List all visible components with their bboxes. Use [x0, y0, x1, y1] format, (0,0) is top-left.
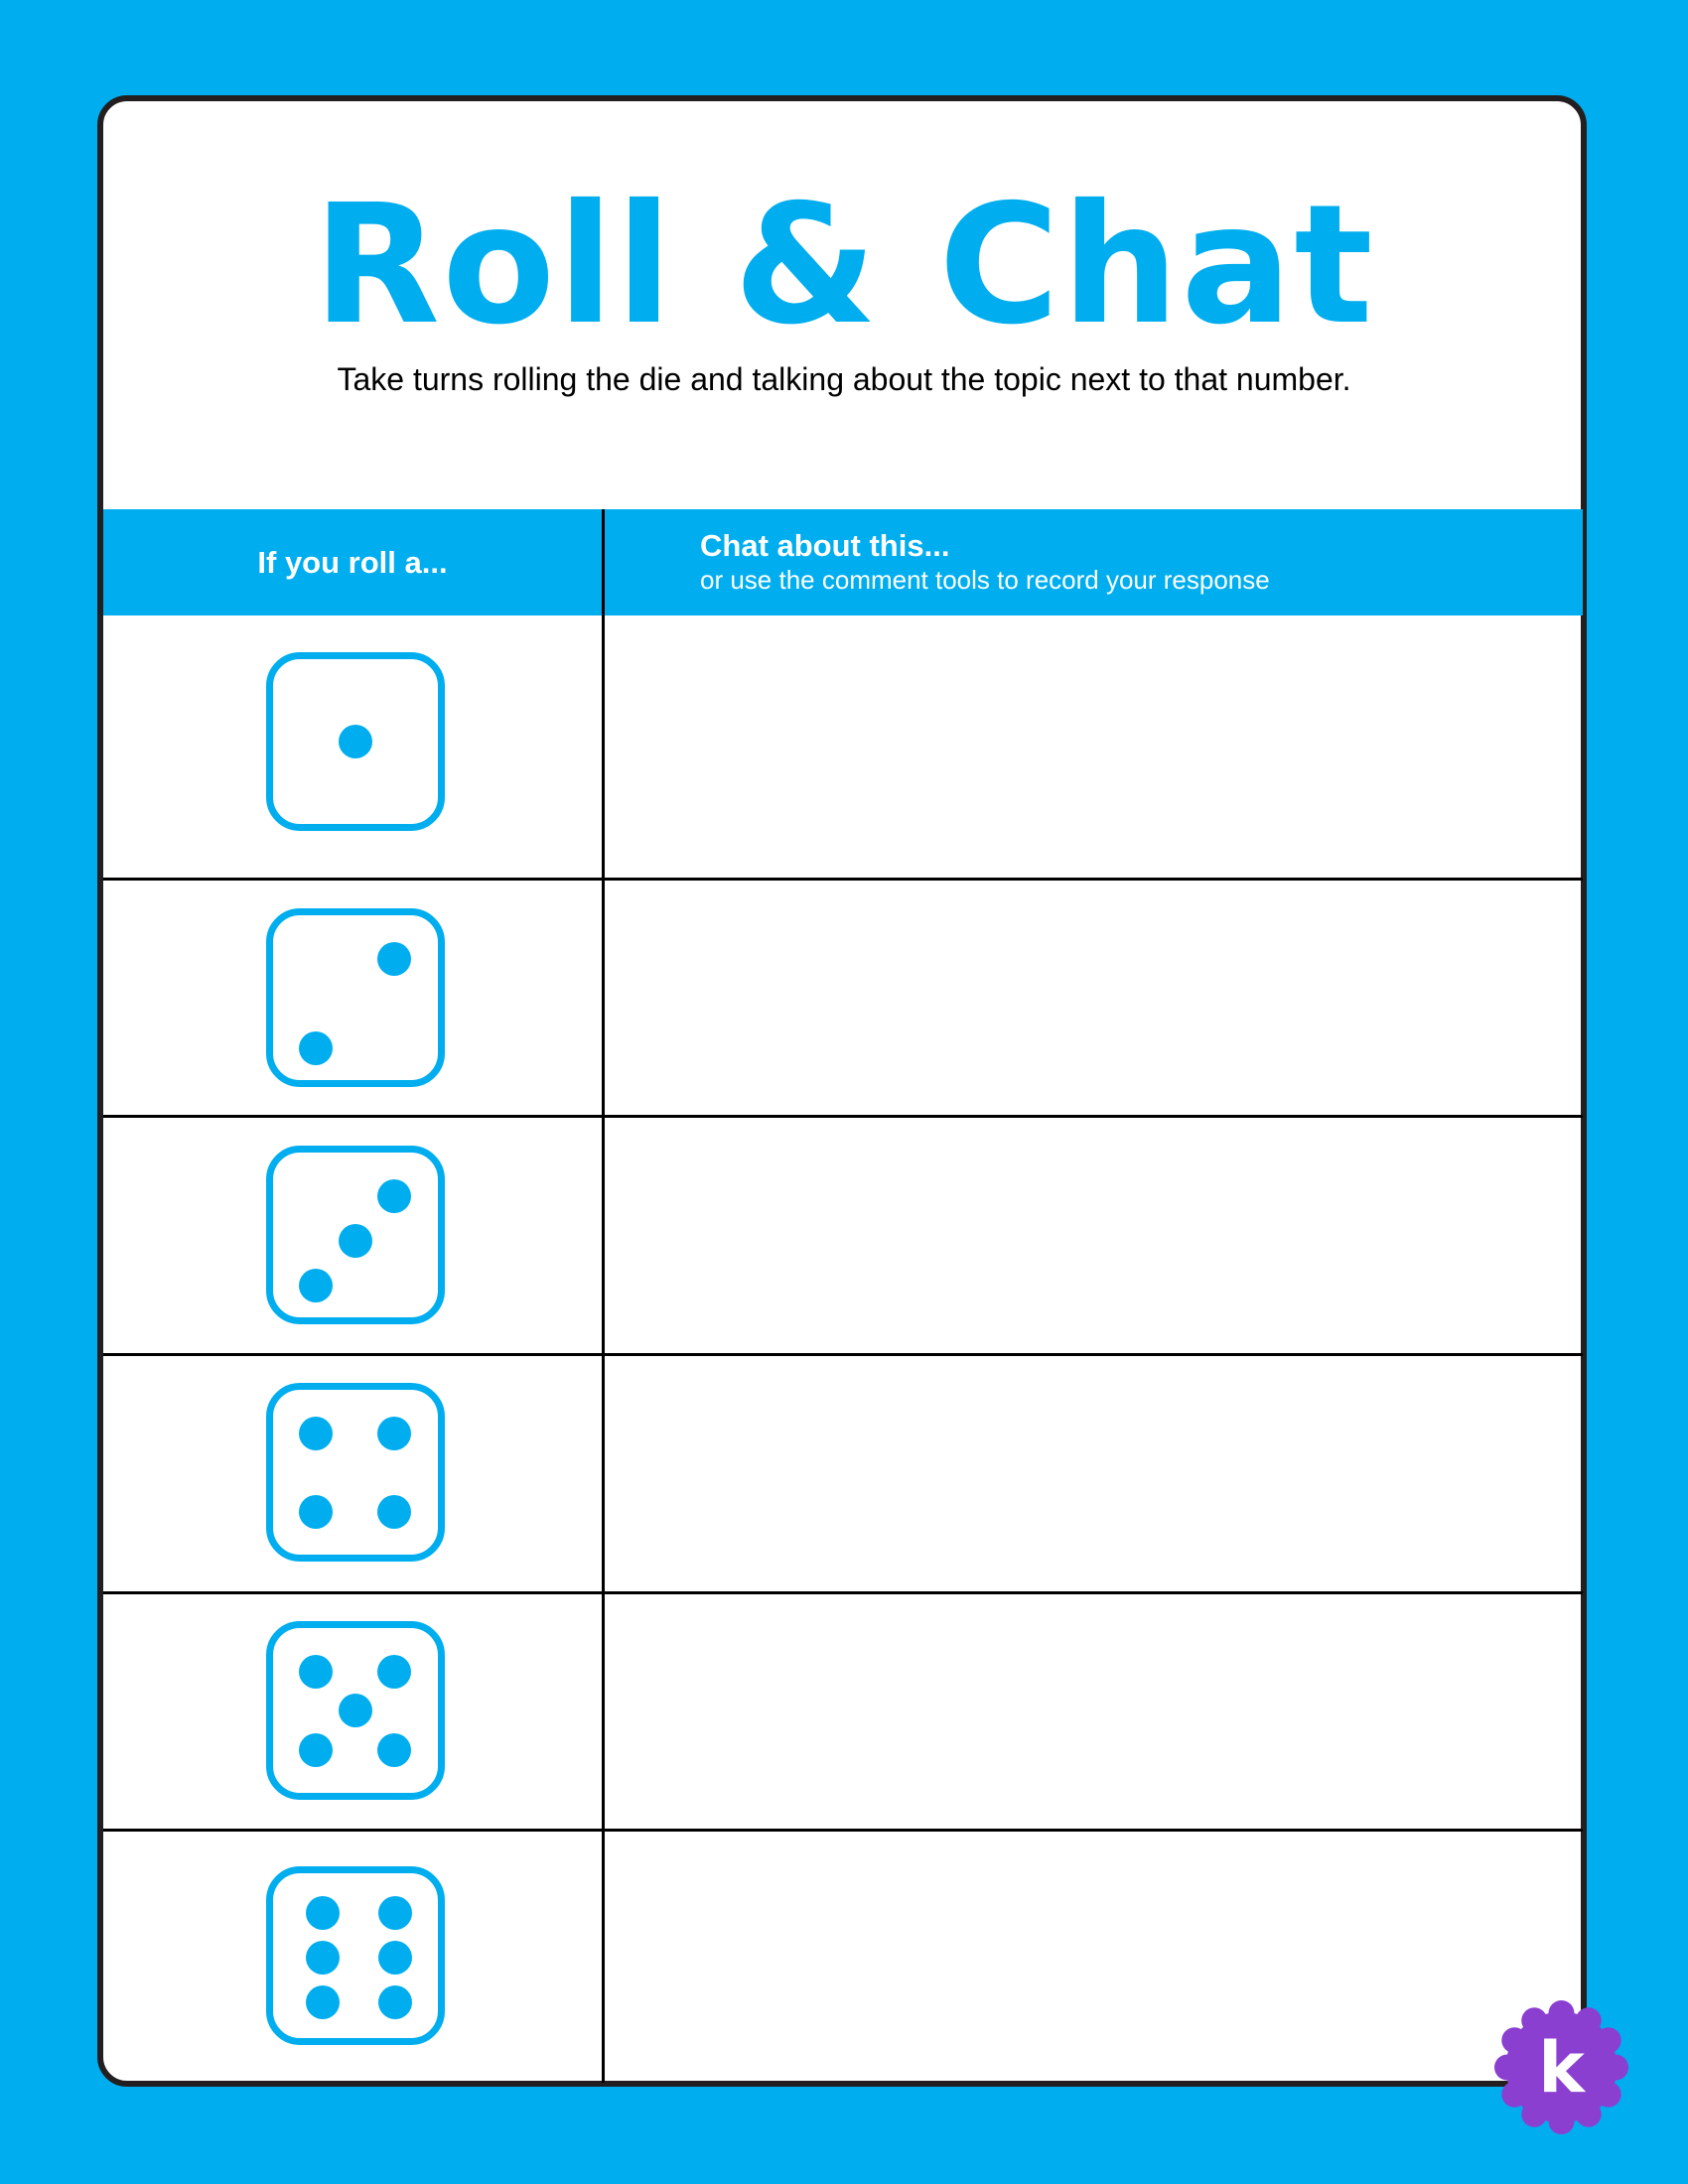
- die-six-icon: [266, 1866, 445, 2045]
- pip: [377, 1655, 411, 1689]
- brand-logo-letter: k: [1538, 2026, 1585, 2109]
- pip: [377, 1733, 411, 1767]
- response-cell-2[interactable]: [605, 881, 1583, 1115]
- pip: [339, 1224, 372, 1258]
- pip: [306, 1985, 340, 2019]
- response-cell-6[interactable]: [605, 1832, 1583, 2083]
- pip: [378, 1941, 412, 1975]
- die-four-icon: [266, 1383, 445, 1562]
- die-five-icon: [266, 1621, 445, 1800]
- response-cell-3[interactable]: [605, 1118, 1583, 1353]
- pip: [306, 1941, 340, 1975]
- response-cell-5[interactable]: [605, 1594, 1583, 1829]
- pip: [377, 1495, 411, 1529]
- response-cell-1[interactable]: [605, 615, 1583, 878]
- pip: [377, 942, 411, 976]
- pip: [339, 1694, 372, 1727]
- die-two-icon: [266, 908, 445, 1087]
- pip: [339, 725, 372, 758]
- column-header-chat: [700, 526, 1270, 594]
- pip: [306, 1896, 340, 1930]
- pip: [299, 1417, 333, 1450]
- column-header-chat-hint: or use the comment tools to record your response: [700, 565, 1270, 595]
- pip: [299, 1031, 333, 1065]
- brand-logo-icon: [1494, 2000, 1628, 2134]
- instructions-text: Take turns rolling the die and talking about the topic next to that number.: [337, 361, 1351, 397]
- pip: [377, 1179, 411, 1213]
- column-header-roll: If you roll a...: [257, 544, 448, 580]
- pip: [299, 1269, 333, 1302]
- page-title: Roll & Chat: [313, 170, 1375, 361]
- pip: [378, 1896, 412, 1930]
- column-header-chat-title: Chat about this...: [700, 528, 950, 563]
- response-cell-4[interactable]: [605, 1356, 1583, 1591]
- pip: [299, 1495, 333, 1529]
- die-one-icon: [266, 652, 445, 831]
- die-three-icon: [266, 1146, 445, 1324]
- pip: [299, 1655, 333, 1689]
- pip: [378, 1985, 412, 2019]
- pip: [377, 1417, 411, 1450]
- pip: [299, 1733, 333, 1767]
